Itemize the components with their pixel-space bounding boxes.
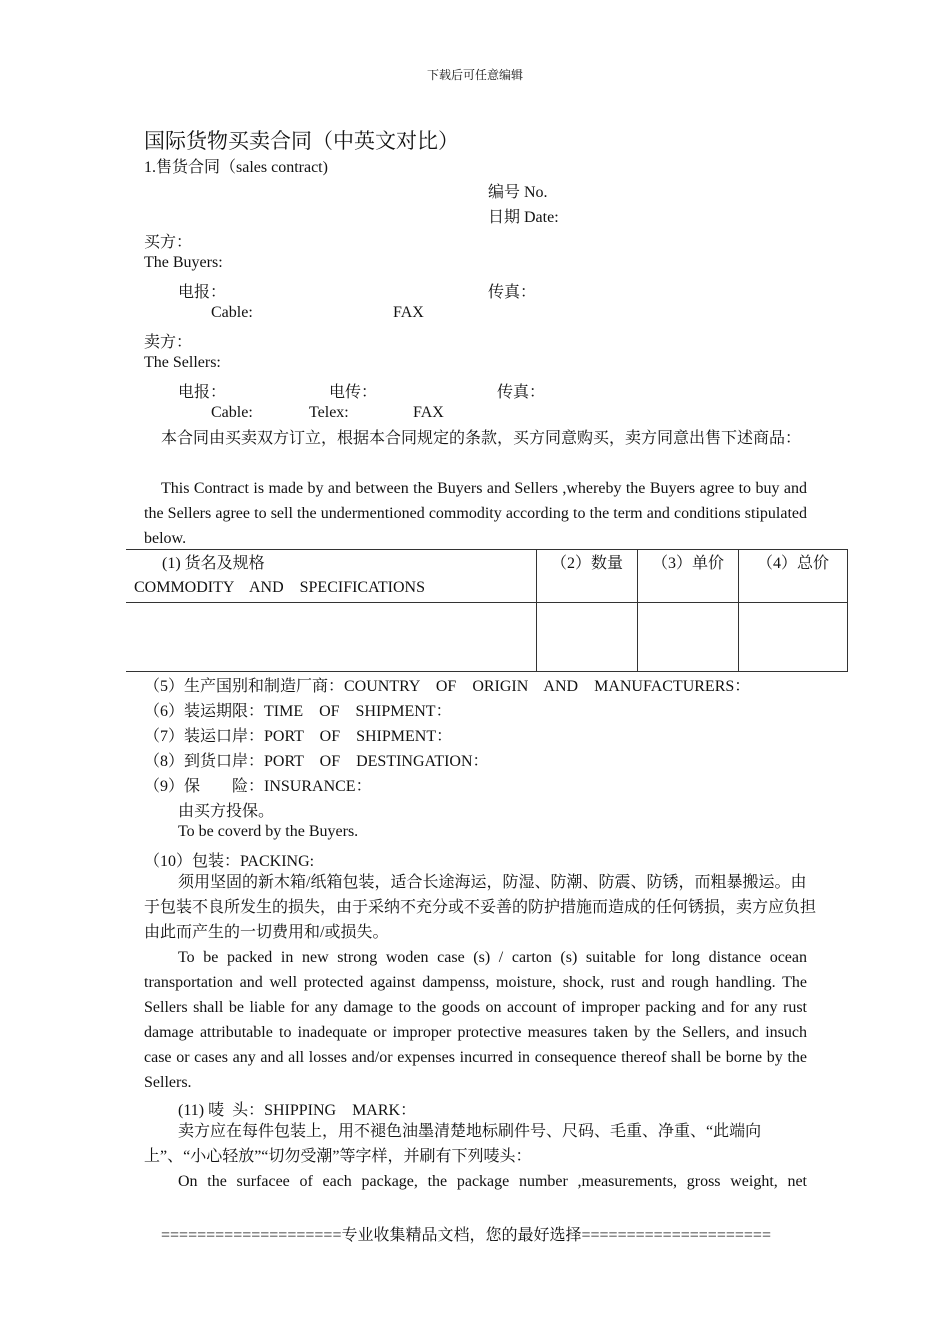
footer-banner: ====================专业收集精品文档，您的最好选择===================== (161, 1227, 771, 1244)
total-price-cell (739, 603, 848, 672)
clause-10-en: To be packed in new strong woden case (s) / carton (s) suitable for long distance ocean transportation and well protected against dampenss, moisture, shock, rust and rough handling. The Sellers shall be liable for any damage to the goods on account of improper packing and for any rust damage attributable to inadequate or improper protective measures taken by the Sellers, and insuch case or cases any and all losses and/or expenses incurred in consequence thereof shall be borne by the Sellers. (144, 949, 807, 1091)
contract-date: 日期 Date: (488, 209, 559, 226)
sellers-label-en: The Sellers: (144, 354, 221, 371)
sellers-telex-en: Telex: (309, 404, 349, 421)
commodity-cell (126, 603, 537, 672)
commodity-header-cn: (1) 货名及规格 (162, 555, 265, 572)
quantity-header: （2）数量 (550, 555, 623, 572)
buyers-cable-en: Cable: (211, 304, 253, 321)
commodity-header-en: COMMODITY AND SPECIFICATIONS (134, 579, 425, 596)
sellers-cable-en: Cable: (211, 404, 253, 421)
intro-paragraph-en: This Contract is made by and between the Buyers and Sellers ,whereby the Buyers agree to buy and the Sellers agree to sell the undermentioned commodity according to the term and conditions stipulated below. (144, 480, 807, 547)
sellers-fax-cn: 传真： (497, 384, 546, 401)
unit-price-header: （3）单价 (651, 555, 724, 572)
contract-number: 编号 No. (488, 184, 548, 201)
intro-paragraph-cn: 本合同由买卖双方订立，根据本合同规定的条款，买方同意购买，卖方同意出售下述商品： (161, 430, 802, 447)
table-header-row (126, 550, 848, 603)
goods-table (126, 549, 848, 672)
total-price-header-cell (739, 550, 848, 603)
quantity-header-cell (537, 550, 638, 603)
sellers-label-cn: 卖方： (144, 334, 193, 351)
sellers-cable-cn: 电报： (178, 384, 227, 401)
clause-8: （8）到货口岸：PORT OF DESTINGATION： (144, 753, 489, 770)
clause-9-en: To be coverd by the Buyers. (178, 823, 359, 840)
buyers-label-cn: 买方： (144, 234, 193, 251)
sellers-fax-en: FAX (413, 404, 444, 421)
sellers-telex-cn: 电传： (329, 384, 378, 401)
buyers-fax-en: FAX (393, 304, 424, 321)
unit-price-header-cell (638, 550, 739, 603)
table-row (126, 603, 848, 672)
clause-7: （7）装运口岸：PORT OF SHIPMENT： (144, 728, 453, 745)
clause-5: （5）生产国别和制造厂商：COUNTRY OF ORIGIN AND MANUFACTURERS： (144, 678, 751, 695)
clause-11: (11) 唛 头：SHIPPING MARK： (178, 1102, 417, 1119)
document-subtitle: 1.售货合同（sales contract) (144, 159, 328, 176)
commodity-header-cell (126, 550, 537, 603)
quantity-cell (537, 603, 638, 672)
clause-10-cn: 须用坚固的新木箱/纸箱包装，适合长途海运，防湿、防潮、防震、防锈，而粗暴搬运。由于包装不良所发生的损失，由于采纳不充分或不妥善的防护措施而造成的任何锈损，卖方应负担由此而产生的一切费用和/或损失。 (144, 874, 817, 941)
header-note: 下载后可任意编辑 (426, 68, 523, 82)
unit-price-cell (638, 603, 739, 672)
buyers-cable-cn: 电报： (178, 284, 227, 301)
clause-10: （10）包装：PACKING: (144, 853, 315, 870)
clause-11-en: On the surfacee of each package, the package number ,measurements, gross weight, net (178, 1173, 807, 1190)
document-title: 国际货物买卖合同（中英文对比） (144, 129, 459, 153)
clause-11-cn: 卖方应在每件包装上，用不褪色油墨清楚地标刷件号、尺码、毛重、净重、“此端向上”、“小心轻放”“切勿受潮”等字样，并刷有下列唛头： (144, 1123, 762, 1165)
clause-6: （6）装运期限：TIME OF SHIPMENT： (144, 703, 452, 720)
buyers-label-en: The Buyers: (144, 254, 223, 271)
clause-9: （9）保 险：INSURANCE： (144, 778, 372, 795)
clause-9-cn: 由买方投保。 (178, 803, 275, 820)
total-price-header: （4）总价 (756, 555, 829, 572)
buyers-fax-cn: 传真： (488, 284, 537, 301)
